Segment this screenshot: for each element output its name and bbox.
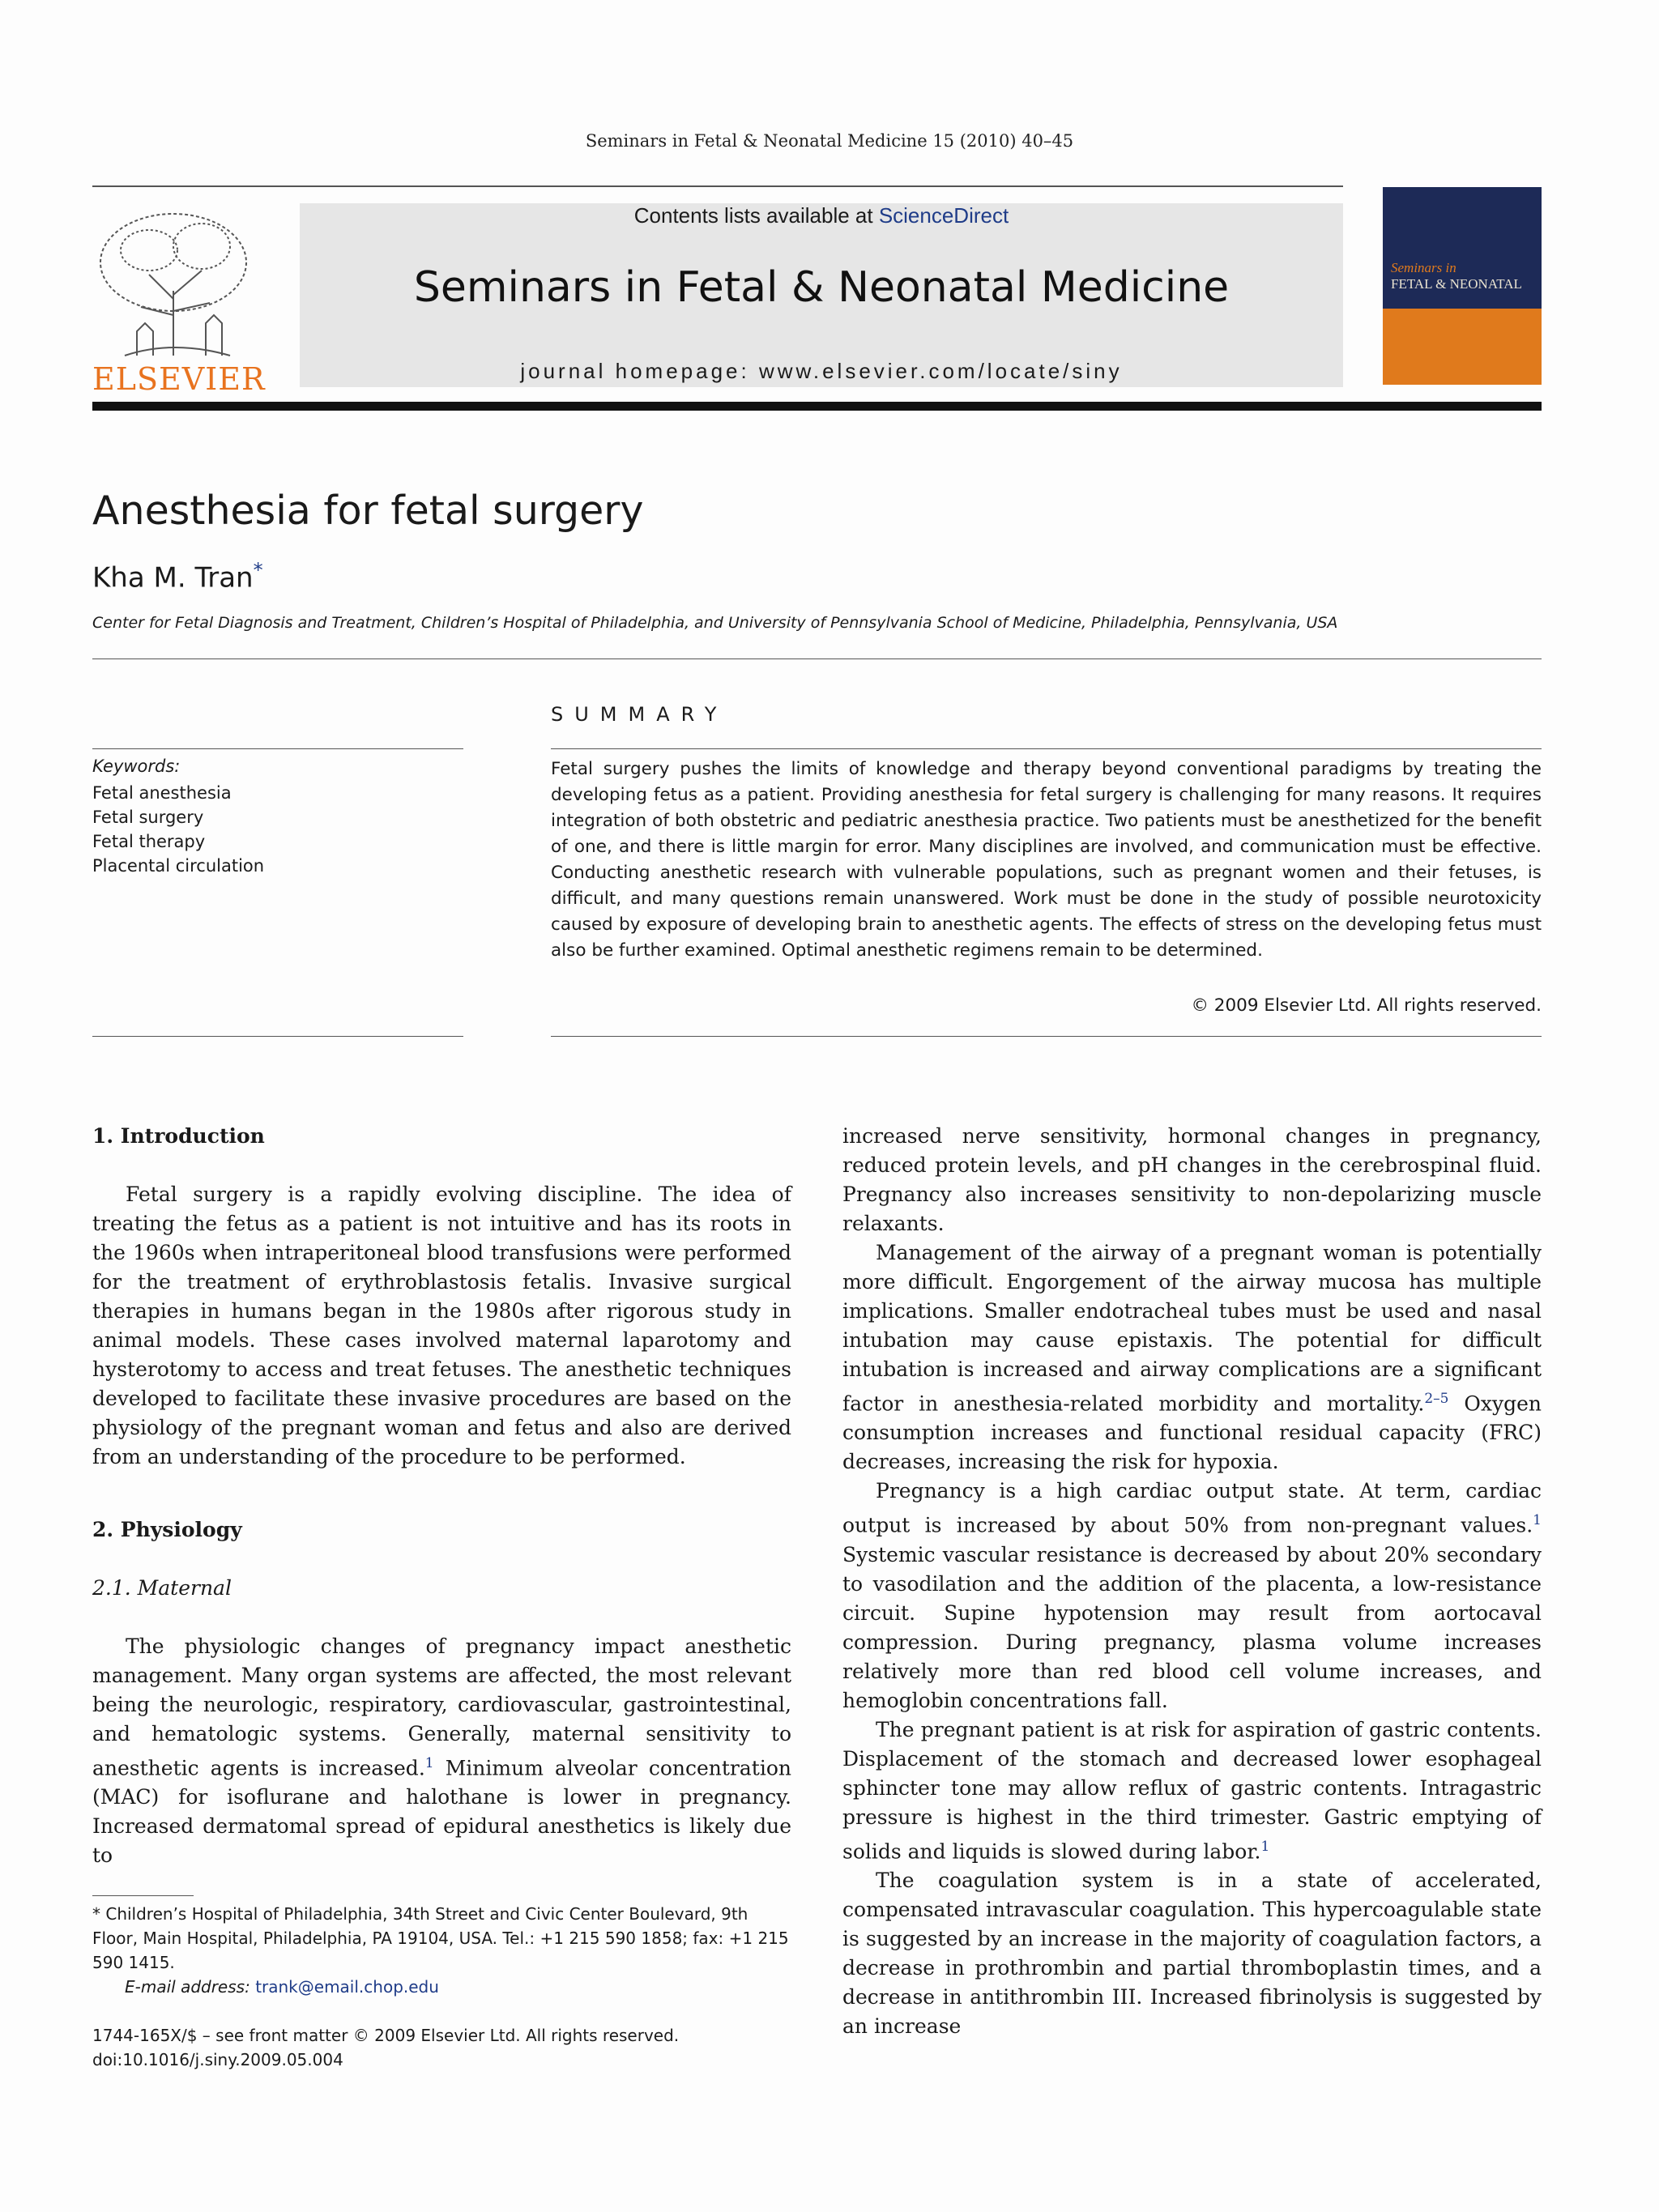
body-paragraph: increased nerve sensitivity, hormonal changes in pregnancy, reduced protein levels, and pH changes in the cerebrospinal fluid. Pregnancy also increases sensitivity to non-depolarizing muscle relaxants. xyxy=(842,1124,1542,1235)
cover-title xyxy=(1391,260,1522,292)
corresponding-author-mark[interactable]: * xyxy=(253,559,263,582)
journal-homepage-link[interactable]: journal homepage: www.elsevier.com/locate/siny xyxy=(520,359,1123,383)
intro-paragraph: Fetal surgery is a rapidly evolving discipline. The idea of treating the fetus as a patient is not intuitive and has its roots in the 1960s when intraperitoneal blood transfusions were performed for the treatment of erythroblastosis fetalis. Invasive surgical therapies in humans began in the 1980s after rigorous study in animal models. These cases involved maternal laparotomy and hysterotomy to access and treat fetuses. The anesthetic techniques developed to facilitate these invasive procedures are based on the physiology of the pregnant woman and fetus and also are derived from an understanding of the procedure to be performed. xyxy=(92,1183,791,1468)
footnote xyxy=(92,1902,791,1999)
cardiac-paragraph xyxy=(842,1477,1542,1715)
abstract-copyright: © 2009 Elsevier Ltd. All rights reserved. xyxy=(1191,995,1542,1016)
sciencedirect-link[interactable]: ScienceDirect xyxy=(878,203,1009,228)
cardiac-text-a: Pregnancy is a high cardiac output state. At term, cardiac output is increased by about 50% from non-pregnant values. xyxy=(842,1479,1542,1537)
keyword: Fetal surgery xyxy=(92,808,204,827)
affiliation: Center for Fetal Diagnosis and Treatment, Children’s Hospital of Philadelphia, and University of Pennsylvania School of Medicine, Philadelphia, Pennsylvania, USA xyxy=(92,614,1338,632)
gastric-paragraph xyxy=(842,1715,1542,1866)
masthead-rule xyxy=(92,402,1542,411)
section-heading-introduction: 1. Introduction xyxy=(92,1124,265,1148)
footnote-mark: * xyxy=(92,1904,100,1924)
journal-title: Seminars in Fetal & Neonatal Medicine xyxy=(413,263,1230,312)
keyword: Fetal anesthesia xyxy=(92,783,232,803)
cardiac-text-b: Systemic vascular resistance is decreased by about 20% secondary to vasodilation and the addition of the placenta, a low-resistance circuit. Supine hypotension may result from aortocaval compression. During pregnancy, plasma volume increases relatively more than red blood cell volume increases, and hemoglobin concentrations fall. xyxy=(842,1542,1542,1712)
title-rule xyxy=(92,658,1542,659)
contents-line xyxy=(300,203,1343,228)
keyword: Fetal therapy xyxy=(92,832,206,851)
contents-prefix: Contents lists available at xyxy=(633,203,879,228)
subsection-heading-maternal: 2.1. Maternal xyxy=(92,1576,232,1600)
gastric-text: The pregnant patient is at risk for aspiration of gastric contents. Displacement of the stomach and decreased lower esophageal sphincter tone may allow reflux of gastric contents. Intragastric pressure is highest in the third trimester. Gastric emptying of solids and liquids is slowed during labor. xyxy=(842,1717,1542,1863)
author-name: Kha M. Tran xyxy=(92,561,254,595)
article-title: Anesthesia for fetal surgery xyxy=(92,488,644,534)
airway-text-b: Oxygen consumption increases and functional residual capacity (FRC) decreases, increasing the risk for hypoxia. xyxy=(842,1392,1542,1474)
citation-link[interactable]: 1 xyxy=(1533,1512,1542,1529)
keywords-list xyxy=(92,781,264,878)
footnote-rule xyxy=(92,1895,194,1896)
citation-link[interactable]: 1 xyxy=(1260,1838,1270,1855)
maternal-paragraph xyxy=(92,1632,791,1870)
author-line xyxy=(92,559,263,594)
maternal-text-a: The physiologic changes of pregnancy impact anesthetic management. Many organ systems are affected, the most relevant being the neurologic, respiratory, cardiovascular, gastrointestinal, and hematologic systems. Generally, maternal sensitivity to anesthetic agents is increased. xyxy=(92,1634,791,1780)
running-header: Seminars in Fetal & Neonatal Medicine 15 (2010) 40–45 xyxy=(585,131,1074,151)
cover-title-line2: FETAL & NEONATAL xyxy=(1391,276,1522,292)
coagulation-paragraph: The coagulation system is in a state of accelerated, compensated intravascular coagulation. This hypercoagulable state is suggested by an increase in the majority of coagulation factors, a decrease in prothrombin and partial thromboplastin times, and a decrease in antithrombin III. Increased fibrinolysis is suggested by an increase xyxy=(842,1868,1542,2038)
right-column xyxy=(842,1122,1542,2041)
citation-link[interactable]: 2–5 xyxy=(1424,1391,1449,1407)
summary-heading: SUMMARY xyxy=(551,703,728,726)
airway-text-a: Management of the airway of a pregnant woman is potentially more difficult. Engorgement of the airway mucosa has multiple implications. Smaller endotracheal tubes must be used and nasal intubation may cause epistaxis. The potential for difficult intubation is increased and airway complications are a significant factor in anesthesia-related morbidity and mortality. xyxy=(842,1241,1542,1416)
maternal-text-b: Minimum alveolar concentration (MAC) for isoflurane and halothane is lower in pregnancy. Increased dermatomal spread of epidural anesthetics is likely due to xyxy=(92,1756,791,1868)
doi-line: doi:10.1016/j.siny.2009.05.004 xyxy=(92,2050,343,2069)
elsevier-wordmark: ELSEVIER xyxy=(92,361,266,397)
issn-line: 1744-165X/$ – see front matter © 2009 Elsevier Ltd. All rights reserved. xyxy=(92,2026,680,2045)
cover-title-line1: Seminars in xyxy=(1391,260,1456,275)
citation-link[interactable]: 1 xyxy=(424,1755,434,1771)
airway-paragraph xyxy=(842,1238,1542,1477)
summary-top-rule xyxy=(551,748,1542,749)
journal-cover-image xyxy=(1383,187,1542,385)
front-matter xyxy=(92,2023,821,2072)
cover-orange-band xyxy=(1383,309,1542,385)
keyword: Placental circulation xyxy=(92,856,265,876)
keywords-label: Keywords: xyxy=(92,757,181,776)
keywords-top-rule xyxy=(92,748,463,749)
email-link[interactable]: trank@email.chop.edu xyxy=(255,1977,439,1997)
email-label: E-mail address: xyxy=(125,1977,250,1997)
keywords-bottom-rule xyxy=(92,1036,463,1037)
footnote-text: Children’s Hospital of Philadelphia, 34th Street and Civic Center Boulevard, 9th Floor, Main Hospital, Philadelphia, PA 19104, USA. Tel.: +1 215 590 1858; fax: +1 215 590 1415. xyxy=(92,1904,789,1972)
summary-bottom-rule xyxy=(551,1036,1542,1037)
left-column xyxy=(92,1122,791,1870)
abstract-text: Fetal surgery pushes the limits of knowledge and therapy beyond conventional paradigms by treating the developing fetus as a patient. Providing anesthesia for fetal surgery is challenging for many reasons. It requires integration of both obstetric and pediatric anesthesia practice. Two patients must be anesthetized for the benefit of one, and there is little margin for error. Many disciplines are involved, and communication must be effective. Conducting anesthetic research with vulnerable populations, such as pregnant women and their fetuses, is difficult, and many questions remain unanswered. Work must be done in the study of possible neurotoxicity caused by exposure of developing brain to anesthetic agents. The effects of stress on the developing fetus must also be further examined. Optimal anesthetic regimens remain to be determined. xyxy=(551,759,1542,961)
section-heading-physiology: 2. Physiology xyxy=(92,1518,242,1541)
header-rule xyxy=(92,185,1343,187)
